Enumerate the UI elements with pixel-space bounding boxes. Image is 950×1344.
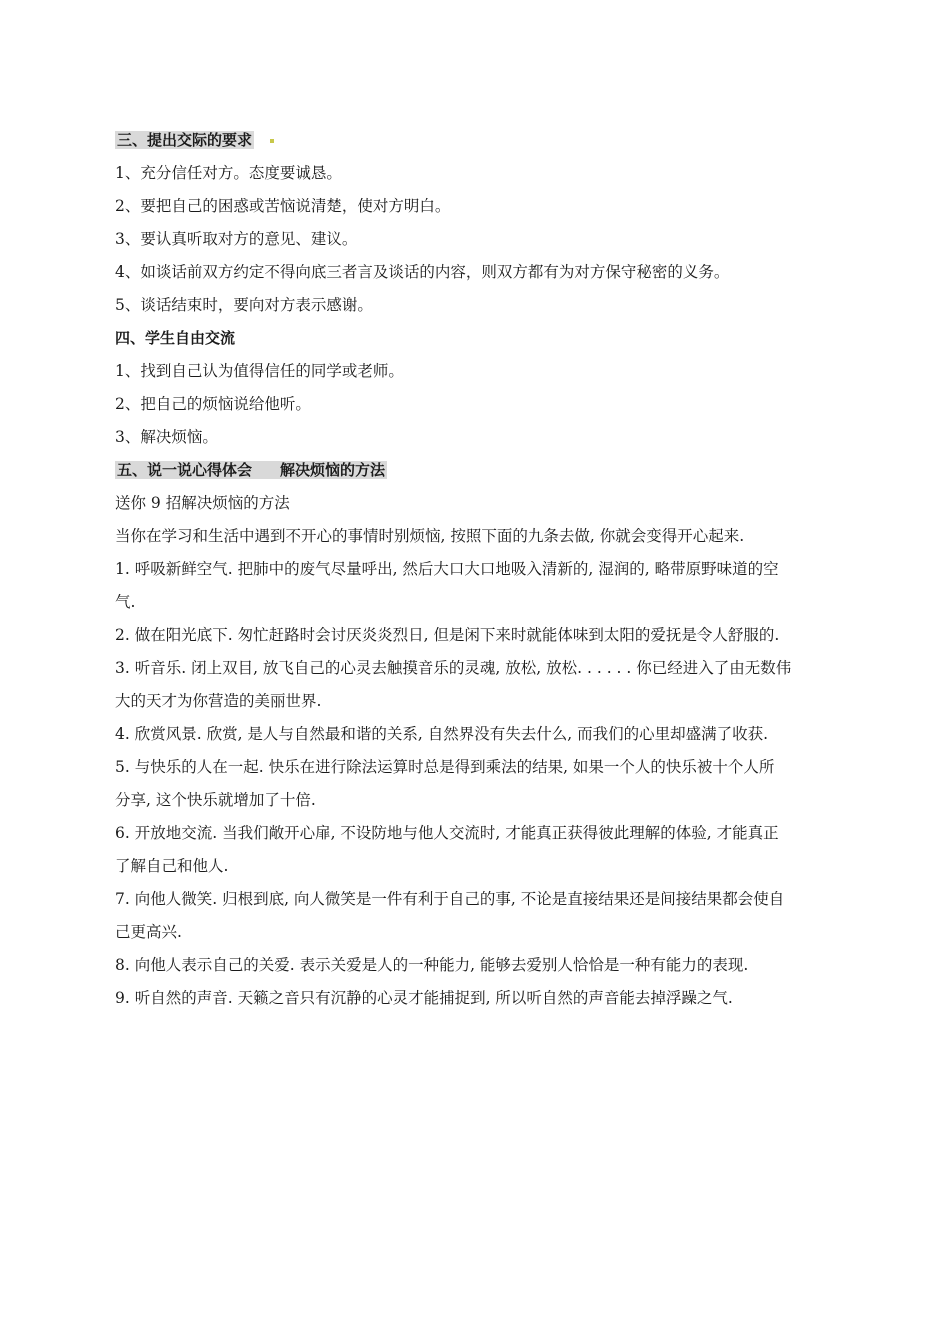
marker-dot-icon xyxy=(270,139,274,143)
list-item: 5、谈话结束时，要向对方表示感谢。 xyxy=(115,296,373,314)
tip-item: 5. 与快乐的人在一起. 快乐在进行除法运算时总是得到乘法的结果, 如果一个人的快乐被十个人所 xyxy=(115,758,775,776)
tip-item: 7. 向他人微笑. 归根到底, 向人微笑是一件有利于自己的事, 不论是直接结果还是间接结果都会使自 xyxy=(115,890,785,908)
section-5-intro: 当你在学习和生活中遇到不开心的事情时别烦恼, 按照下面的九条去做, 你就会变得开心起来. xyxy=(115,527,745,545)
tip-item-cont: 大的天才为你营造的美丽世界. xyxy=(115,692,322,710)
section-5-heading: 五、说一说心得体会 解决烦恼的方法 xyxy=(117,461,386,479)
list-item: 2、把自己的烦恼说给他听。 xyxy=(115,395,311,413)
tip-item-cont: 了解自己和他人. xyxy=(115,857,229,875)
document-page xyxy=(115,124,840,1015)
tip-item-cont: 气. xyxy=(115,593,136,611)
section-5-subtitle: 送你 9 招解决烦恼的方法 xyxy=(115,494,290,512)
list-item: 4、如谈话前双方约定不得向底三者言及谈话的内容，则双方都有为对方保守秘密的义务。 xyxy=(115,263,730,281)
list-item: 1、找到自己认为值得信任的同学或老师。 xyxy=(115,362,404,380)
section-5-heading-row xyxy=(115,454,840,487)
section-3-heading-row xyxy=(115,124,840,157)
tip-item: 2. 做在阳光底下. 匆忙赶路时会讨厌炎炎烈日, 但是闲下来时就能体味到太阳的爱抚是令人舒服的. xyxy=(115,626,780,644)
list-item: 3、解决烦恼。 xyxy=(115,428,218,446)
list-item: 3、要认真听取对方的意见、建议。 xyxy=(115,230,358,248)
section-4-heading: 四、学生自由交流 xyxy=(115,329,236,347)
tip-item: 6. 开放地交流. 当我们敞开心扉, 不设防地与他人交流时, 才能真正获得彼此理解的体验, 才能真正 xyxy=(115,824,779,842)
list-item: 1、充分信任对方。态度要诚恳。 xyxy=(115,164,342,182)
tip-item: 3. 听音乐. 闭上双目, 放飞自己的心灵去触摸音乐的灵魂, 放松, 放松. . . . . . 你已经进入了由无数伟 xyxy=(115,659,792,677)
tip-item: 1. 呼吸新鲜空气. 把肺中的废气尽量呼出, 然后大口大口地吸入清新的, 湿润的, 略带原野味道的空 xyxy=(115,560,779,578)
list-item: 2、要把自己的困惑或苦恼说清楚，使对方明白。 xyxy=(115,197,451,215)
tip-item: 9. 听自然的声音. 天籁之音只有沉静的心灵才能捕捉到, 所以听自然的声音能去掉浮躁之气. xyxy=(115,989,733,1007)
section-3-heading: 三、提出交际的要求 xyxy=(117,131,253,149)
tip-item-cont: 分享, 这个快乐就增加了十倍. xyxy=(115,791,316,809)
tip-item-cont: 己更高兴. xyxy=(115,923,182,941)
tip-item: 8. 向他人表示自己的关爱. 表示关爱是人的一种能力, 能够去爱别人恰恰是一种有能力的表现. xyxy=(115,956,749,974)
tip-item: 4. 欣赏风景. 欣赏, 是人与自然最和谐的关系, 自然界没有失去什么, 而我们的心里却盛满了收获. xyxy=(115,725,769,743)
